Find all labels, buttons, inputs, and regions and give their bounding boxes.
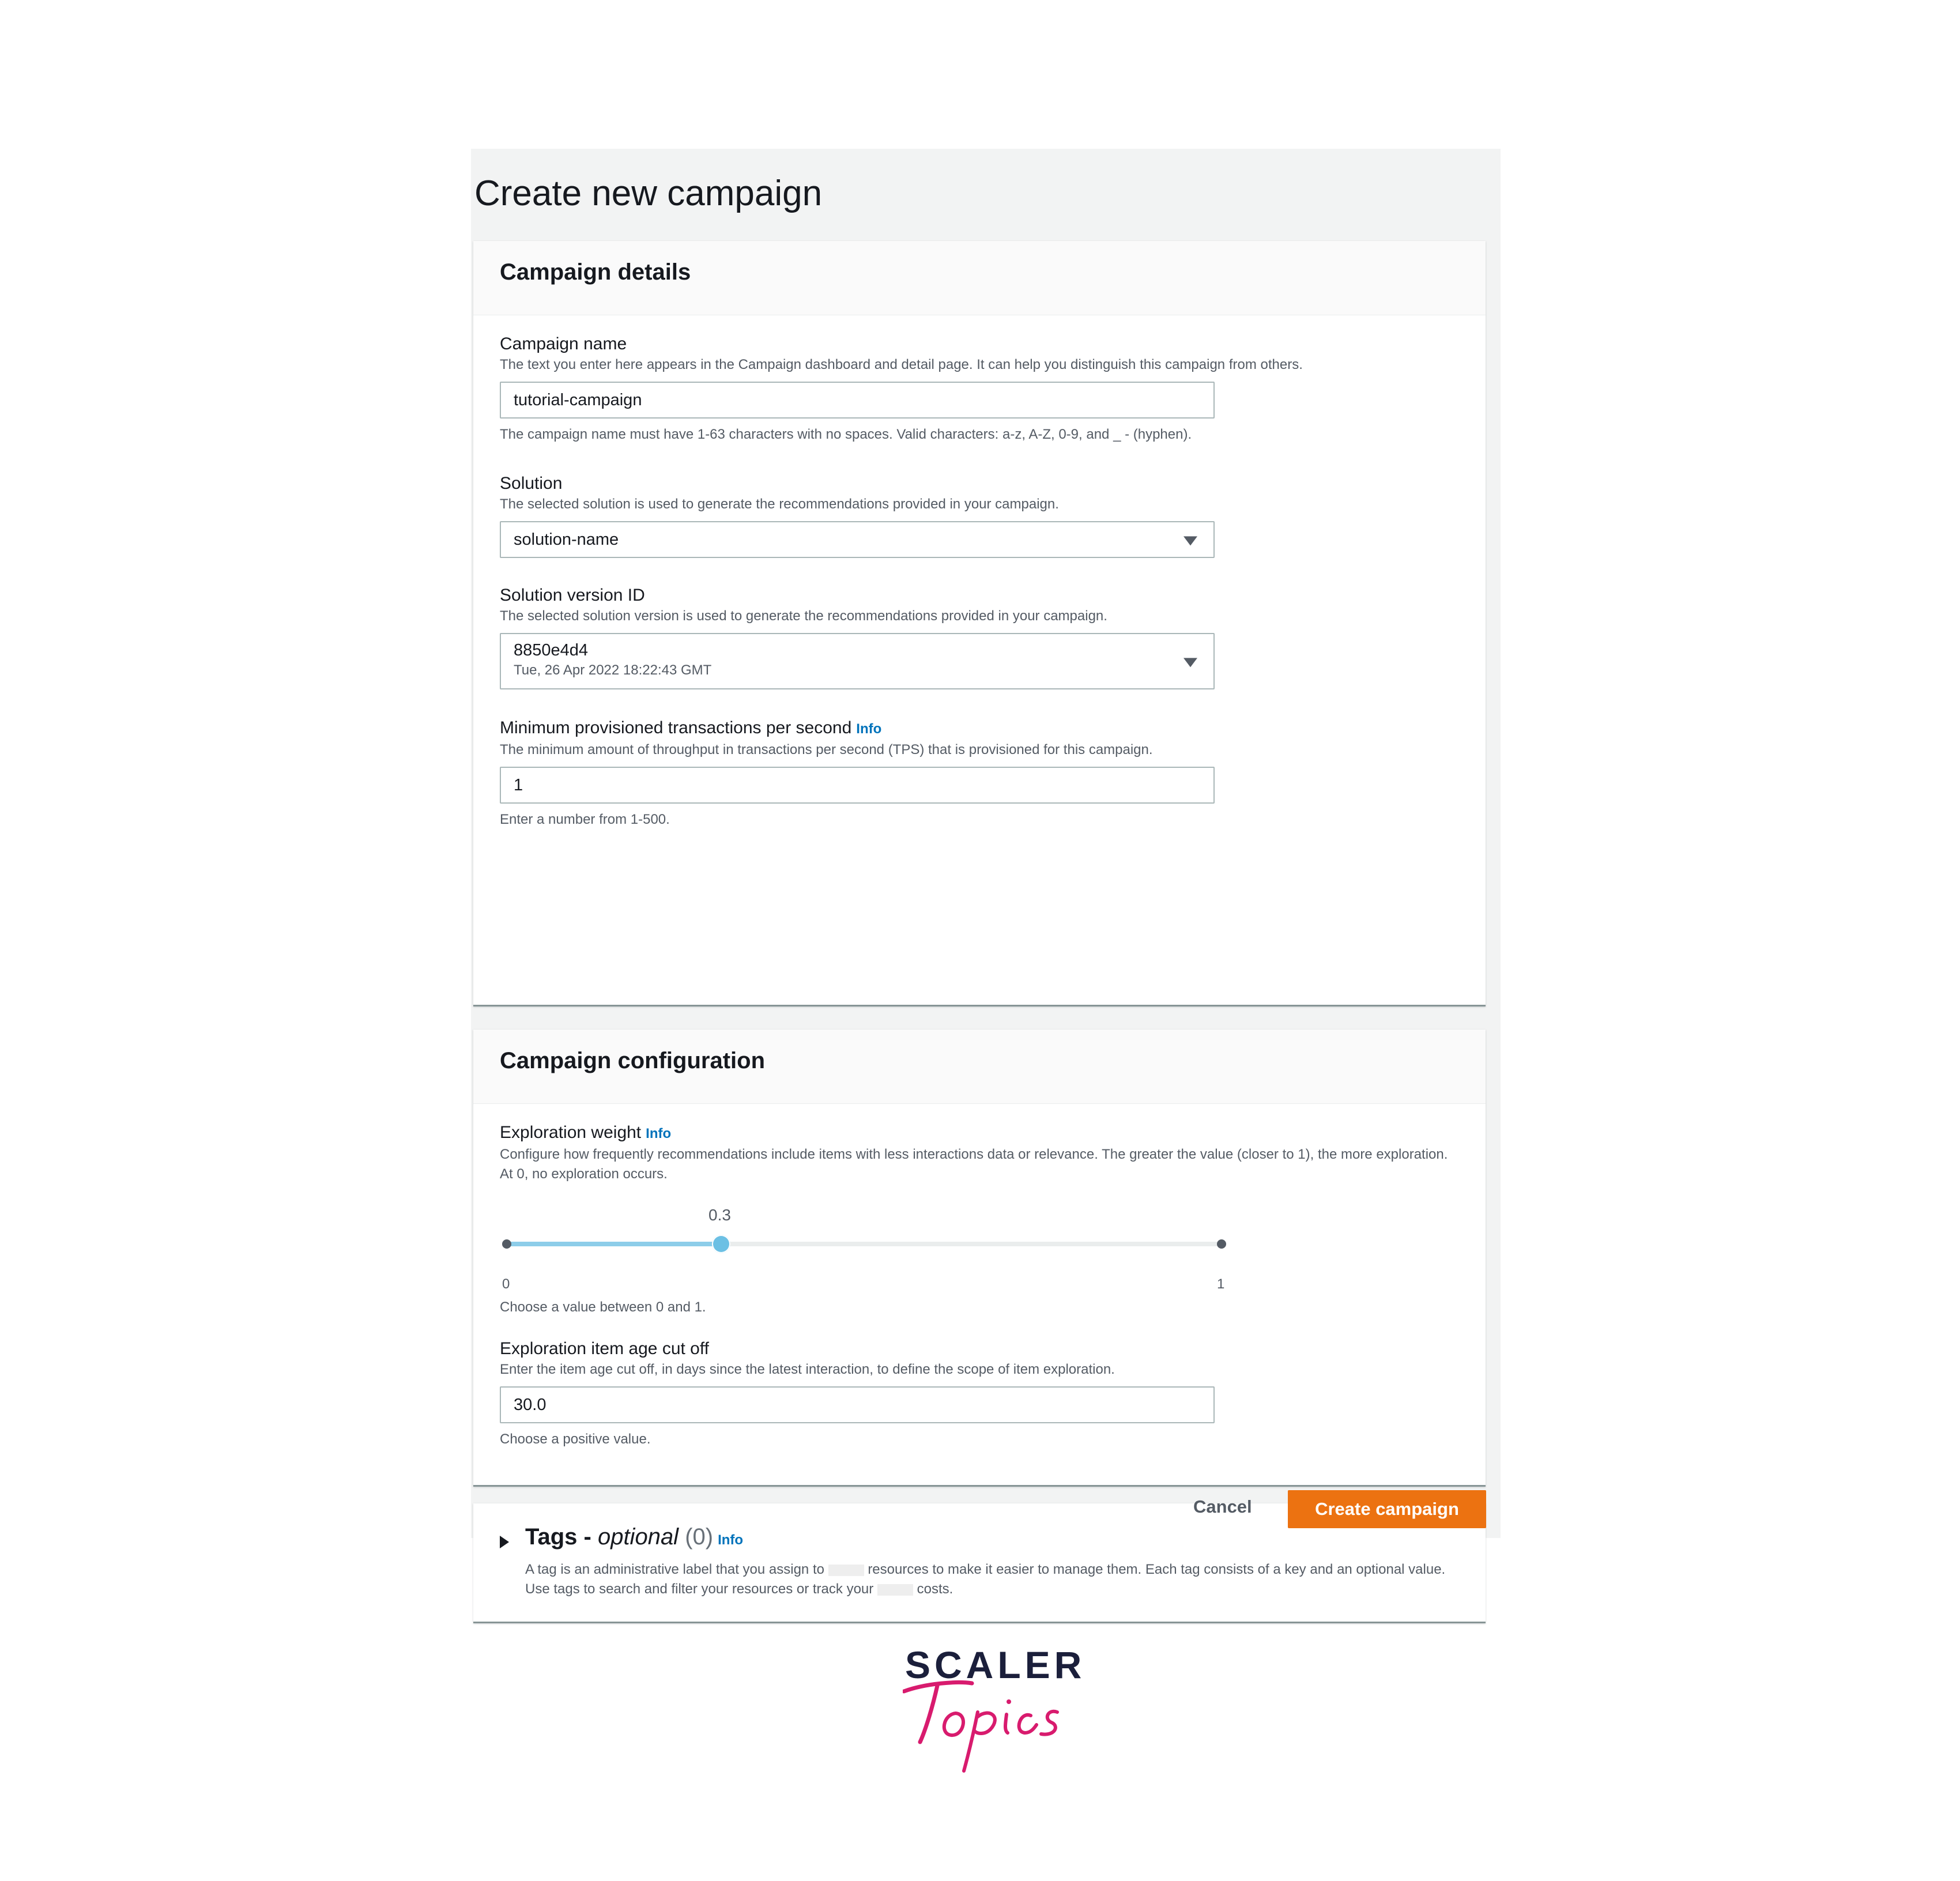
cancel-button[interactable]: Cancel (1193, 1496, 1252, 1517)
solution-select-value: solution-name (514, 530, 619, 549)
tags-title-bold: Tags - (525, 1524, 591, 1550)
min-tps-input[interactable] (500, 767, 1215, 804)
campaign-name-value: tutorial-campaign (514, 391, 642, 409)
exploration-weight-description: Configure how frequently recommendations include items with less interactions data or relevance. The greater the value (closer to 1), the more exploration. At 0, no exploration occurs. (500, 1147, 1448, 1182)
caret-down-icon (1183, 536, 1197, 545)
campaign-details-panel (473, 241, 1486, 1007)
create-campaign-frame (471, 149, 1501, 1597)
logo-scaler-word: SCALER (905, 1643, 1086, 1686)
item-age-cutoff-label: Exploration item age cut off (500, 1339, 709, 1358)
exploration-weight-help: Choose a value between 0 and 1. (500, 1299, 706, 1315)
slider-max-label: 1 (1217, 1276, 1225, 1292)
min-tps-label (500, 717, 1468, 740)
solution-version-value: 8850e4d4 (514, 641, 589, 659)
min-tps-field (500, 717, 1468, 828)
exploration-weight-slider[interactable] (500, 1185, 1249, 1292)
solution-version-timestamp: Tue, 26 Apr 2022 18:22:43 GMT (514, 662, 712, 678)
campaign-name-field (500, 333, 1468, 443)
tags-description (525, 1560, 1494, 1599)
item-age-cutoff-description: Enter the item age cut off, in days since the latest interaction, to define the scope of item exploration. (500, 1362, 1115, 1377)
tags-description-text (525, 1560, 1459, 1599)
solution-label: Solution (500, 474, 563, 493)
tags-desc-part2: resources to make it easier to manage them. Each tag consists of a key and an optional value. Use tags to search and filter your resources or track your (525, 1562, 1446, 1597)
exploration-weight-label-text: Exploration weight (500, 1123, 642, 1142)
solution-field (500, 473, 1468, 558)
solution-version-select[interactable] (500, 633, 1215, 689)
page-title: Create new campaign (474, 174, 823, 213)
min-tps-description: The minimum amount of throughput in transactions per second (TPS) that is provisioned for this campaign. (500, 742, 1153, 757)
item-age-cutoff-value: 30.0 (514, 1396, 546, 1414)
campaign-name-label: Campaign name (500, 334, 627, 353)
solution-version-label: Solution version ID (500, 586, 645, 605)
solution-select[interactable] (500, 521, 1215, 558)
exploration-weight-info-link[interactable]: Info (646, 1126, 672, 1141)
slider-max-dot (1217, 1239, 1226, 1249)
logo-topics-script (903, 1643, 1076, 1787)
redacted-block (828, 1565, 864, 1576)
min-tps-value: 1 (514, 776, 523, 794)
exploration-weight-help-wrap (500, 1298, 1468, 1317)
campaign-name-input[interactable] (500, 382, 1215, 419)
solution-version-field (500, 585, 1468, 689)
tags-info-link[interactable]: Info (718, 1532, 744, 1548)
min-tps-label-text: Minimum provisioned transactions per second (500, 718, 852, 737)
slider-min-dot (502, 1239, 511, 1249)
item-age-cutoff-input[interactable] (500, 1386, 1215, 1423)
campaign-details-header (473, 241, 1486, 315)
campaign-configuration-header (473, 1030, 1486, 1104)
campaign-details-title: Campaign details (500, 259, 691, 285)
solution-description: The selected solution is used to generate the recommendations provided in your campaign. (500, 496, 1059, 512)
create-campaign-button[interactable]: Create campaign (1288, 1490, 1486, 1528)
slider-value-label: 0.3 (708, 1206, 731, 1224)
redacted-block (877, 1584, 913, 1596)
campaign-configuration-title: Campaign configuration (500, 1048, 765, 1073)
item-age-cutoff-field (500, 1338, 1468, 1447)
slider-thumb[interactable] (712, 1235, 730, 1253)
exploration-weight-label (500, 1122, 1468, 1145)
slider-fill (507, 1242, 721, 1246)
campaign-name-description: The text you enter here appears in the Campaign dashboard and detail page. It can help you distinguish this campaign from others. (500, 357, 1303, 372)
campaign-configuration-panel (473, 1030, 1486, 1487)
tags-desc-part1: A tag is an administrative label that you assign to (525, 1562, 824, 1577)
tags-desc-part3: costs. (917, 1581, 953, 1597)
item-age-cutoff-help: Choose a positive value. (500, 1431, 651, 1447)
min-tps-help: Enter a number from 1-500. (500, 812, 670, 827)
tags-title-italic: optional (597, 1524, 679, 1550)
caret-down-icon (1183, 658, 1197, 667)
exploration-weight-field (500, 1122, 1468, 1184)
scaler-topics-logo (903, 1643, 1086, 1787)
min-tps-info-link[interactable]: Info (856, 721, 882, 737)
campaign-name-help: The campaign name must have 1-63 characters with no spaces. Valid characters: a-z, A-Z, 0-9, and _ - (hyphen). (500, 427, 1192, 442)
slider-min-label: 0 (502, 1276, 510, 1292)
expand-triangle-icon[interactable] (500, 1536, 509, 1548)
tags-count: (0) (685, 1524, 714, 1550)
solution-version-description: The selected solution version is used to generate the recommendations provided in your campaign. (500, 608, 1107, 624)
